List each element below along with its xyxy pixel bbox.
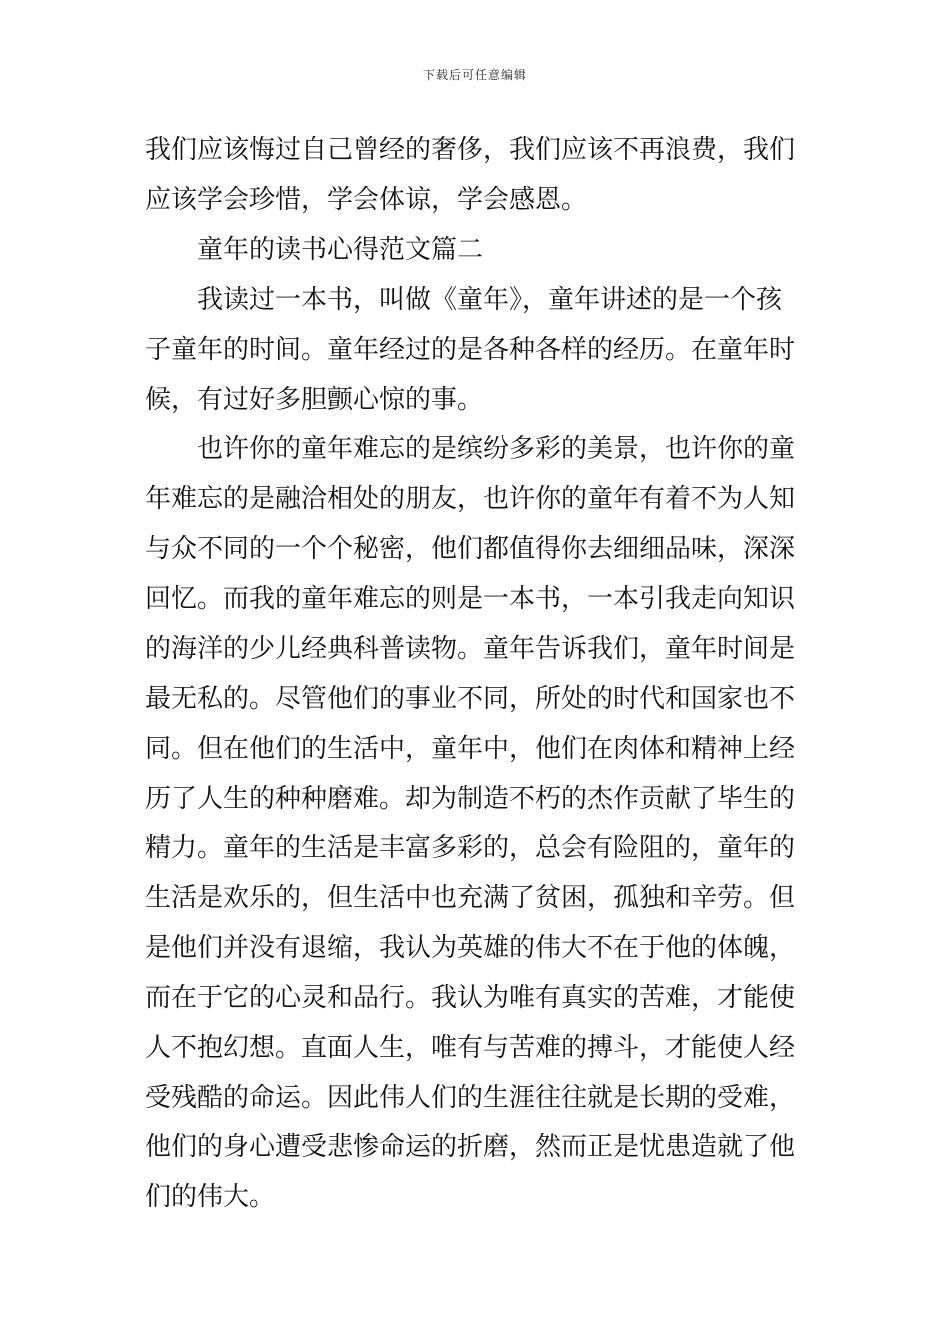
text-line: 是他们并没有退缩，我认为英雄的伟大不在于他的体魄， [145, 933, 796, 963]
text-line: 我们应该悔过自己曾经的奢侈，我们应该不再浪费，我们 [145, 135, 796, 165]
text-line: 精力。童年的生活是丰富多彩的，总会有险阻的，童年的 [145, 833, 796, 863]
text-line: 候，有过好多胆颤心惊的事。 [145, 385, 484, 415]
text-line: 子童年的时间。童年经过的是各种各样的经历。在童年时 [145, 335, 796, 365]
text-line: 的海洋的少儿经典科普读物。童年告诉我们，童年时间是 [145, 634, 796, 664]
text-line: 生活是欢乐的，但生活中也充满了贫困，孤独和辛劳。但 [145, 883, 796, 913]
text-line: 们的伟大。 [145, 1182, 276, 1212]
text-line: 回忆。而我的童年难忘的则是一本书，一本引我走向知识 [145, 584, 796, 614]
text-line: 我读过一本书，叫做《童年》，童年讲述的是一个孩 [197, 285, 783, 315]
page-header: 下载后可任意编辑 [422, 68, 527, 82]
text-line: 应该学会珍惜，学会体谅，学会感恩。 [145, 185, 588, 215]
text-line: 最无私的。尽管他们的事业不同，所处的时代和国家也不 [145, 684, 796, 714]
text-line: 受残酷的命运。因此伟人们的生涯往往就是长期的受难， [145, 1083, 796, 1113]
text-line: 年难忘的是融洽相处的朋友，也许你的童年有着不为人知 [145, 484, 796, 514]
text-line: 人不抱幻想。直面人生，唯有与苦难的搏斗，才能使人经 [145, 1033, 796, 1063]
text-line: 而在于它的心灵和品行。我认为唯有真实的苦难，才能使 [145, 983, 796, 1013]
text-line: 他们的身心遭受悲惨命运的折磨，然而正是忧患造就了他 [145, 1132, 796, 1162]
text-line: 与众不同的一个个秘密，他们都值得你去细细品味，深深 [145, 534, 796, 564]
text-line: 同。但在他们的生活中，童年中，他们在肉体和精神上经 [145, 734, 796, 764]
text-line: 也许你的童年难忘的是缤纷多彩的美景，也许你的童 [197, 434, 796, 464]
section-heading: 童年的读书心得范文篇二 [197, 235, 484, 265]
text-line: 历了人生的种种磨难。却为制造不朽的杰作贡献了毕生的 [145, 784, 796, 814]
